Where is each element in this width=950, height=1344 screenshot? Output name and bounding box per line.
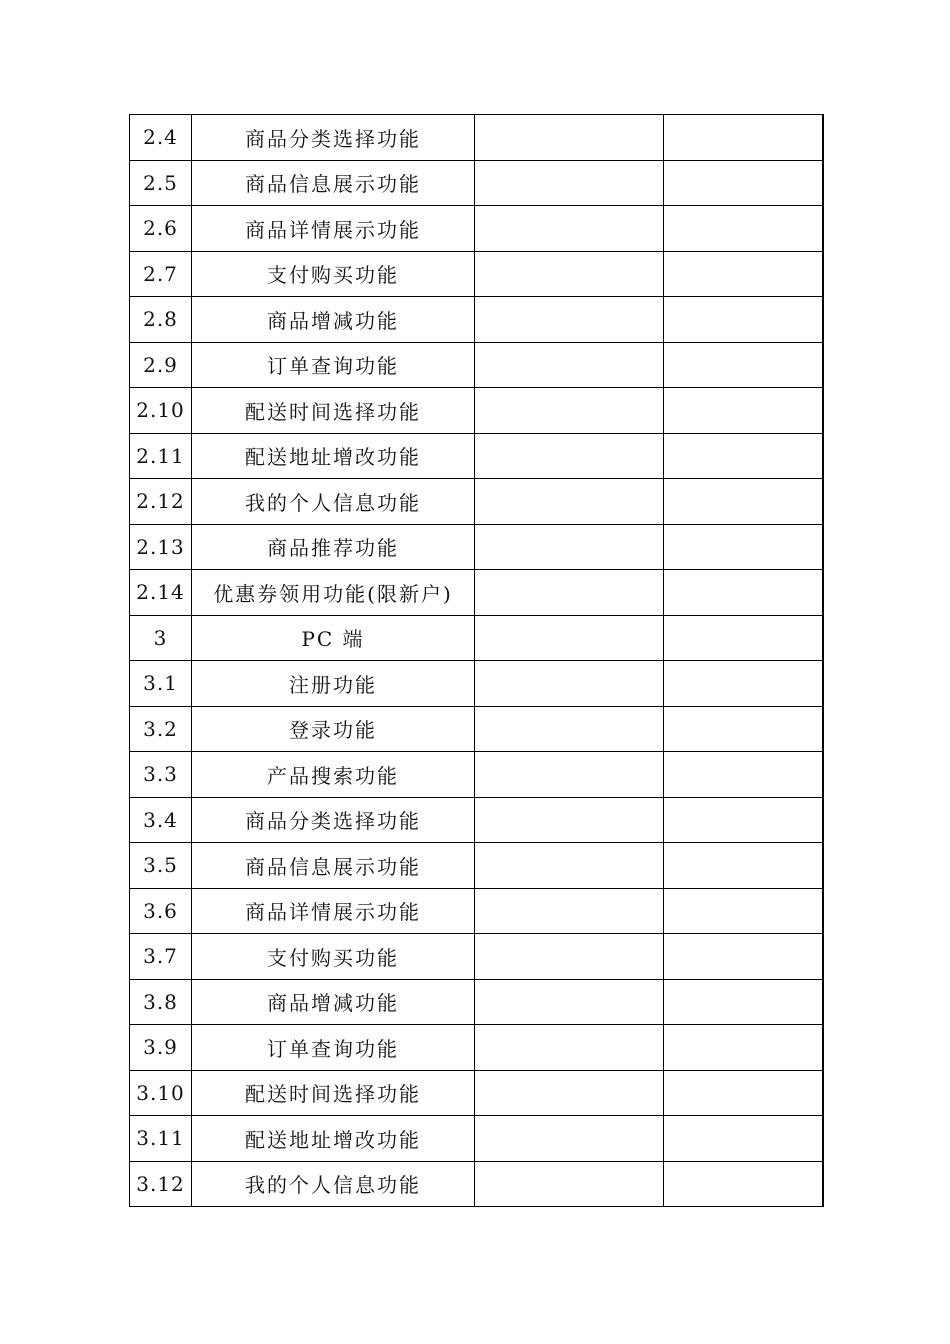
- table-row: [130, 1116, 823, 1162]
- table-row: [130, 1025, 823, 1071]
- column-4-cell: [664, 979, 823, 1025]
- column-4-cell: [664, 433, 823, 479]
- row-number-cell: 2.10: [130, 388, 192, 434]
- row-number-cell: 3.11: [130, 1116, 192, 1162]
- column-4-cell: [664, 1161, 823, 1207]
- row-number-cell: 2.12: [130, 479, 192, 525]
- feature-name-cell: 优惠券领用功能(限新户): [192, 570, 475, 616]
- row-number-cell: 3.3: [130, 752, 192, 798]
- table-row: [130, 115, 823, 161]
- row-number-cell: 2.7: [130, 251, 192, 297]
- row-number-cell: 2.6: [130, 206, 192, 252]
- column-4-cell: [664, 206, 823, 252]
- row-number-cell: 3.10: [130, 1070, 192, 1116]
- column-4-cell: [664, 797, 823, 843]
- column-4-cell: [664, 615, 823, 661]
- table-row: [130, 843, 823, 889]
- column-3-cell: [475, 661, 664, 707]
- feature-name-cell: 商品增减功能: [192, 979, 475, 1025]
- table-row: [130, 206, 823, 252]
- table-row: [130, 524, 823, 570]
- feature-name-cell: 商品详情展示功能: [192, 206, 475, 252]
- column-4-cell: [664, 251, 823, 297]
- column-4-cell: [664, 115, 823, 161]
- feature-name-cell: 我的个人信息功能: [192, 479, 475, 525]
- feature-name-cell: 商品详情展示功能: [192, 888, 475, 934]
- row-number-cell: 2.9: [130, 342, 192, 388]
- column-4-cell: [664, 388, 823, 434]
- table-row: [130, 479, 823, 525]
- table-row: [130, 934, 823, 980]
- column-4-cell: [664, 706, 823, 752]
- column-3-cell: [475, 251, 664, 297]
- column-3-cell: [475, 570, 664, 616]
- feature-name-cell: 商品推荐功能: [192, 524, 475, 570]
- table-row: [130, 1070, 823, 1116]
- table-row: [130, 752, 823, 798]
- column-3-cell: [475, 160, 664, 206]
- feature-name-cell: 配送地址增改功能: [192, 433, 475, 479]
- row-number-cell: 3.5: [130, 843, 192, 889]
- column-3-cell: [475, 1025, 664, 1071]
- row-number-cell: 2.11: [130, 433, 192, 479]
- row-number-cell: 3.8: [130, 979, 192, 1025]
- row-number-cell: 2.5: [130, 160, 192, 206]
- feature-name-cell: 我的个人信息功能: [192, 1161, 475, 1207]
- column-3-cell: [475, 797, 664, 843]
- feature-name-cell: 支付购买功能: [192, 251, 475, 297]
- column-4-cell: [664, 342, 823, 388]
- feature-name-cell: PC 端: [192, 615, 475, 661]
- row-number-cell: 2.8: [130, 297, 192, 343]
- column-3-cell: [475, 888, 664, 934]
- column-4-cell: [664, 160, 823, 206]
- column-3-cell: [475, 615, 664, 661]
- feature-name-cell: 商品分类选择功能: [192, 797, 475, 843]
- row-number-cell: 3.12: [130, 1161, 192, 1207]
- column-4-cell: [664, 661, 823, 707]
- row-number-cell: 3.9: [130, 1025, 192, 1071]
- feature-name-cell: 商品信息展示功能: [192, 160, 475, 206]
- column-4-cell: [664, 570, 823, 616]
- feature-name-cell: 商品信息展示功能: [192, 843, 475, 889]
- feature-name-cell: 支付购买功能: [192, 934, 475, 980]
- feature-name-cell: 登录功能: [192, 706, 475, 752]
- table-row: [130, 388, 823, 434]
- row-number-cell: 3.6: [130, 888, 192, 934]
- column-3-cell: [475, 843, 664, 889]
- table-row: [130, 615, 823, 661]
- row-number-cell: 2.13: [130, 524, 192, 570]
- row-number-cell: 3.7: [130, 934, 192, 980]
- feature-name-cell: 配送时间选择功能: [192, 1070, 475, 1116]
- column-3-cell: [475, 206, 664, 252]
- column-4-cell: [664, 934, 823, 980]
- table-row: [130, 342, 823, 388]
- table-row: [130, 979, 823, 1025]
- column-3-cell: [475, 388, 664, 434]
- feature-table: [129, 114, 824, 1207]
- table-row: [130, 888, 823, 934]
- table-row: [130, 570, 823, 616]
- table-row: [130, 1161, 823, 1207]
- feature-name-cell: 商品增减功能: [192, 297, 475, 343]
- row-number-cell: 2.14: [130, 570, 192, 616]
- table-row: [130, 797, 823, 843]
- column-3-cell: [475, 706, 664, 752]
- column-4-cell: [664, 1070, 823, 1116]
- column-3-cell: [475, 1161, 664, 1207]
- table-row: [130, 251, 823, 297]
- column-4-cell: [664, 297, 823, 343]
- row-number-cell: 2.4: [130, 115, 192, 161]
- column-4-cell: [664, 843, 823, 889]
- column-4-cell: [664, 1025, 823, 1071]
- feature-name-cell: 商品分类选择功能: [192, 115, 475, 161]
- feature-name-cell: 订单查询功能: [192, 342, 475, 388]
- table-row: [130, 297, 823, 343]
- feature-name-cell: 配送时间选择功能: [192, 388, 475, 434]
- column-4-cell: [664, 524, 823, 570]
- feature-name-cell: 配送地址增改功能: [192, 1116, 475, 1162]
- feature-table-body: [130, 115, 823, 1207]
- column-3-cell: [475, 433, 664, 479]
- feature-name-cell: 订单查询功能: [192, 1025, 475, 1071]
- column-3-cell: [475, 342, 664, 388]
- column-3-cell: [475, 479, 664, 525]
- row-number-cell: 3.1: [130, 661, 192, 707]
- row-number-cell: 3.4: [130, 797, 192, 843]
- table-row: [130, 706, 823, 752]
- row-number-cell: 3: [130, 615, 192, 661]
- column-3-cell: [475, 979, 664, 1025]
- column-3-cell: [475, 1070, 664, 1116]
- column-3-cell: [475, 297, 664, 343]
- column-3-cell: [475, 934, 664, 980]
- column-3-cell: [475, 752, 664, 798]
- column-3-cell: [475, 115, 664, 161]
- column-4-cell: [664, 752, 823, 798]
- feature-name-cell: 产品搜索功能: [192, 752, 475, 798]
- column-4-cell: [664, 1116, 823, 1162]
- feature-name-cell: 注册功能: [192, 661, 475, 707]
- table-row: [130, 661, 823, 707]
- column-3-cell: [475, 1116, 664, 1162]
- column-3-cell: [475, 524, 664, 570]
- column-4-cell: [664, 888, 823, 934]
- table-row: [130, 433, 823, 479]
- table-row: [130, 160, 823, 206]
- row-number-cell: 3.2: [130, 706, 192, 752]
- column-4-cell: [664, 479, 823, 525]
